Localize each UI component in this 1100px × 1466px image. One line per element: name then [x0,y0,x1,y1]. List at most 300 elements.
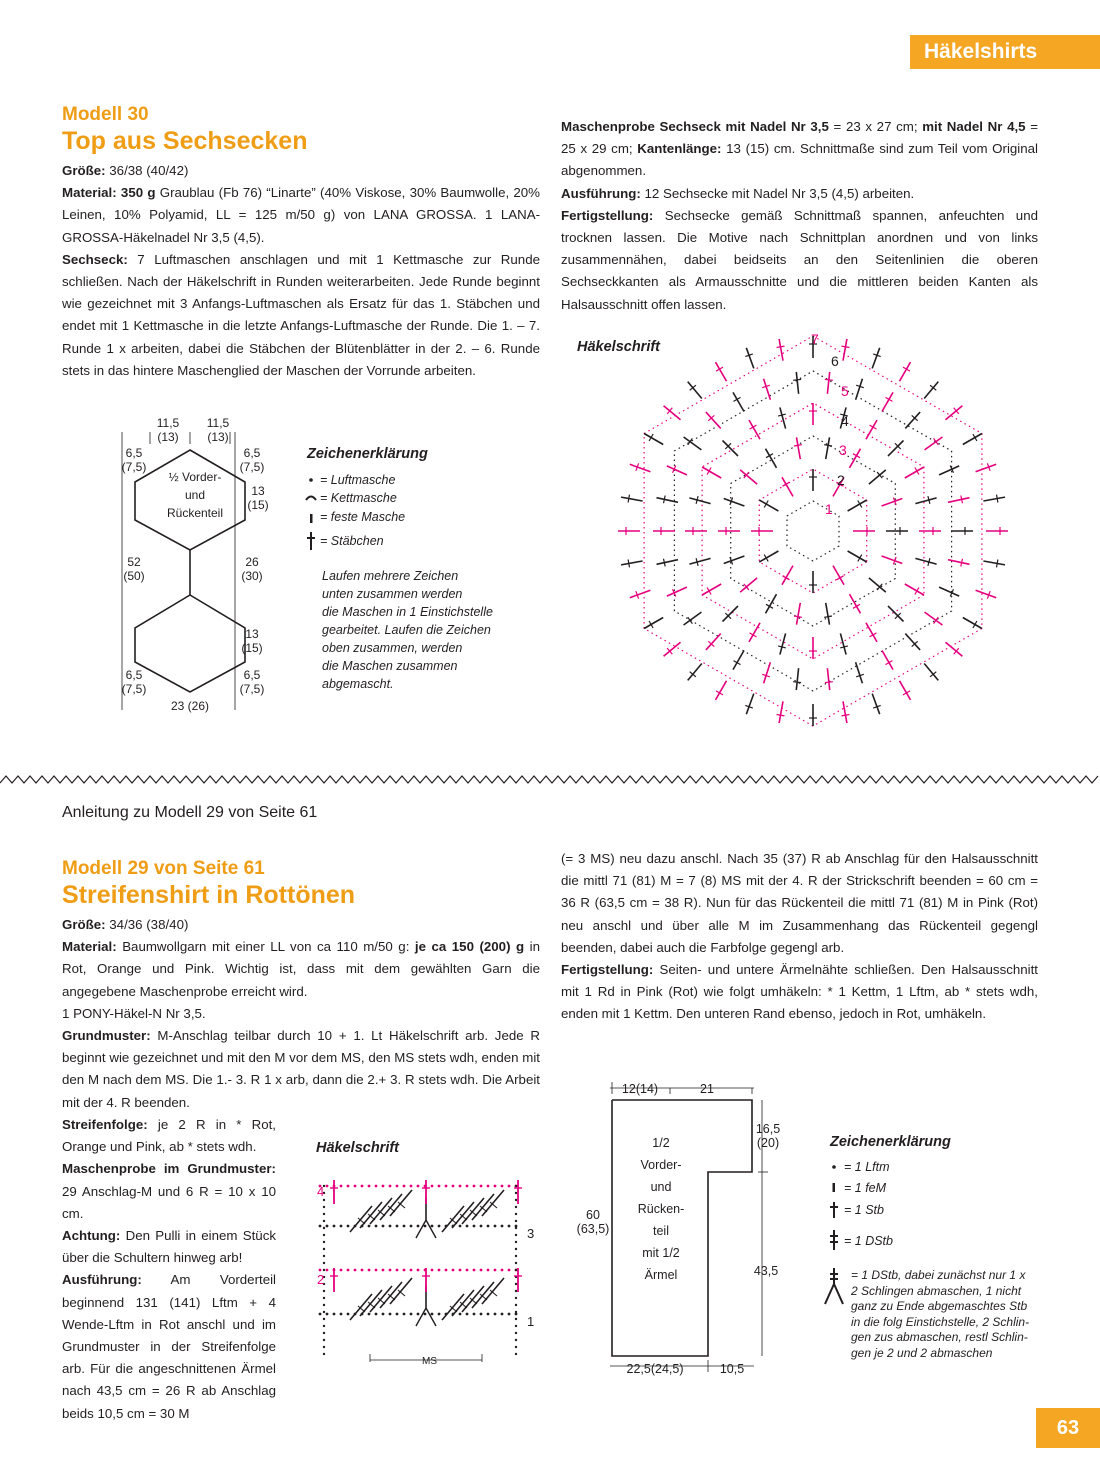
edge-dot [515,1325,517,1327]
stitch-mark [827,668,829,690]
chain-dot [438,1269,441,1272]
dim29-top-right: 21 [700,1082,714,1096]
stitch-mark [796,668,798,690]
stitch-mark [621,561,643,565]
chain-dot [431,1269,434,1272]
chain-dot [361,1185,364,1188]
chain-dot [375,1225,378,1228]
dim-bottom: 23 (26) [170,699,210,713]
stitch-crossbar [961,496,963,504]
stitch-mark [630,590,651,598]
stitch-mark [733,651,744,670]
round-label: 5 [841,383,849,399]
stitch-mark [780,633,786,654]
stitch-mark [716,681,727,700]
stitch-mark [667,587,687,596]
edge-dot [515,1248,517,1250]
legend-note: Laufen mehrere Zeichen unten zusammen werden die Maschen in 1 Einstichstelle gearbeitet. Laufen die Zeichen oben zusammen, werden die Maschen zusammen abgemascht. [322,569,493,691]
stb-mark [442,1206,464,1232]
edge-dot [515,1220,517,1222]
chain-dot [375,1185,378,1188]
chain-dot [487,1313,490,1316]
model30-text-right: Maschenprobe Sechseck mit Nadel Nr 3,5 = 23 x 27 cm; mit Nadel Nr 4,5 = 25 x 29 cm; Kantenlänge: 13 (15) cm. Schnittmaße sind zum Teil vom Original abgenommen. Ausführung: 12 Sechsecke mit Nadel Nr 3,5 (4,5) arbeiten. Fertigstellung: Sechsecke gemäß Schnittmaß spannen, anfeuchten und trocknen lassen. Die Motive nach Schnittplan anordnen und von links zusammennähen, dabei beidseits an den Seitenlinien die oberen Sechseckkanten als Armausschnitte und die mittleren beiden Kanten als Halsausschnitt offen lassen. [561,119,1039,312]
stitch-mark [759,500,778,511]
stitch-mark [905,584,924,595]
edge-dot [515,1346,517,1348]
chain-dot [382,1185,385,1188]
model30-title: Top aus Sechsecken [62,127,308,155]
edge-dot [515,1255,517,1257]
stitch-mark [630,464,651,472]
chain-dot [459,1225,462,1228]
chain-dot [340,1185,343,1188]
edge-dot [515,1241,517,1243]
edge-dot [323,1332,325,1334]
round-label: 4 [841,413,849,429]
stb-mark [452,1202,474,1228]
chain-dot [326,1313,329,1316]
ms-label: MS [422,1356,437,1367]
stitch-mark [866,420,877,439]
chain-dot [431,1185,434,1188]
chain-dot [410,1225,413,1228]
edge-dot [323,1311,325,1313]
stitch-crossbar [824,445,832,446]
dim-bottom-right: 6,5 (7,5) [239,668,265,696]
model30-kicker: Modell 30 [62,104,149,125]
stitch-mark [796,372,798,394]
round-label: 1 [825,501,833,517]
dim29-left: 60 (63,5) [576,1208,610,1236]
chain-dot [326,1185,329,1188]
dim-upper-left: 6,5 (7,5) [121,446,147,474]
chain-dot [466,1313,469,1316]
cluster-leg [426,1220,436,1238]
section-heading: Anleitung zu Modell 29 von Seite 61 [62,804,318,821]
chain-dot [368,1269,371,1272]
legend-title: Zeichenerklärung [307,446,428,462]
stb-mark [452,1290,474,1316]
model29-text-right: (= 3 MS) neu dazu anschl. Nach 35 (37) R ab Anschlag für den Halsausschnitt die mittl 71 (81) M = 7 (8) MS mit der 4. R der Strickschrift beenden = 60 cm = 36 R (63,5 cm = 38 R). Nun für das Rückenteil die mittl 71 (81) M in Pink (Rot) neu anschl und über alle M im Zusammenhang das Rückenteil gegengl beenden, dabei auch die Farbfolge gegengl arb. Fertigstellung: Seiten- und untere Ärmelnähte schließen. Den Halsausschnitt mit 1 Rd in Pink (Rot) wie folgt umhäkeln: * 1 Kettm, 1 Lftm, ab * stets wdh, enden mit 1 Kettm. Den unteren Rand ebenso, jedoch in Rot, umhäkeln. [561,851,1038,1022]
chain-dot [361,1269,364,1272]
chain-dot [396,1269,399,1272]
model29-text-left-narrow: Streifenfolge: je 2 R in * Rot, Orange und Pink, ab * stets wdh. Maschenprobe im Grundmuster: 29 Anschlag-M und 6 R = 10 x 10 cm. Achtung: Den Pulli in einem Stück über die Schultern hinweg arb! Ausführung: Am Vorderteil beginnend 131 (141) Lftm + 4 Wende-Lftm in Rot anschl und im Grundmuster in der Streifenfolge arb. Für die angeschnittenen Ärmel nach 43,5 cm = 26 R ab Anschlag beids 10,5 cm = 30 M [62,1117,276,1421]
stitch-crossbar [825,379,833,380]
stitch-mark [716,362,727,381]
dim29-top-left: 12(14) [621,1082,659,1096]
chain-dot [347,1225,350,1228]
stitch-mark [848,500,867,511]
chain-dot [501,1225,504,1228]
model30-text-left: Größe: 36/38 (40/42) Material: 350 g Graublau (Fb 76) “Linarte” (40% Viskose, 30% Baumwolle, 20% Leinen, 10% Polyamid, LL = 125 m/50 g) von LANA GROSSA. 1 LANA-GROSSA-Häkelnadel Nr 3,5 (4,5). Sechseck: 7 Luftmaschen anschlagen und mit 1 Kettmasche zur Runde schließen. Nach der Häkelschrift in Runden weiterarbeiten. Jede Runde beginnt wie gezeichnet mit 3 Anfangs-Luftmaschen als Ersatz für das 1. Stäbchen und endet mit 1 Kettmasche in die letzte Anfangs-Luftmasche der Runde. Die 1. – 7. Runde 1 x arbeiten, dabei die Stäbchen der Blütenblätter in der 2. – 6. Runde stets in das hintere Maschenglied der Maschen der Vorrunde arbeiten. [62,163,541,378]
stitch-mark [782,477,793,496]
chain-dot [382,1313,385,1316]
dim-side-right: 13 (15) [247,484,269,512]
chain-dot [459,1269,462,1272]
stitch-mark [826,437,830,459]
luftmasche-icon [309,478,313,482]
chain-dot [445,1185,448,1188]
chain-dot [375,1313,378,1316]
dim-top-right: 11,5 (13) [206,416,230,444]
stitch-crossbar [824,616,832,617]
edge-dot [323,1290,325,1292]
chain-dot [403,1269,406,1272]
stripe-crochet-chart [310,1162,550,1372]
stitch-crossbar [794,616,802,617]
round-label: 3 [839,442,847,458]
row-label-1: 1 [527,1314,535,1329]
chain-dot [438,1225,441,1228]
round-label: 7 [811,331,819,347]
stitch-mark [827,372,829,394]
chain-dot [319,1313,322,1316]
dstb-cluster-icon [825,1268,843,1304]
stitch-crossbar [842,346,850,347]
zigzag-divider [0,774,1100,786]
chain-dot [494,1269,497,1272]
chain-dot [340,1225,343,1228]
chain-dot [501,1313,504,1316]
edge-dot [323,1262,325,1264]
row-label-4: 4 [317,1184,325,1199]
chain-dot [326,1269,329,1272]
stitch-mark [689,558,710,564]
dim-lower-right: 13 (15) [241,627,263,655]
stitch-mark [850,449,861,468]
chain-dot [494,1225,497,1228]
chain-dot [396,1313,399,1316]
chain-dot [438,1313,441,1316]
lftm-icon [832,1165,836,1169]
stitch-mark [905,467,924,478]
edge-dot [323,1353,325,1355]
stitch-mark [840,633,846,654]
stitch-mark [856,662,863,683]
stitch-mark [882,556,903,564]
chain-dot [368,1225,371,1228]
model29-text-left-top: Größe: 34/36 (38/40) Material: Baumwollgarn mit einer LL von ca 110 m/50 g: je ca 150 (200) g in Rot, Orange und Pink. Wichtig ist, dass mit dem gewählten Garn die angegebene Maschenprobe erreicht wird. 1 PONY-Häkel-N Nr 3,5. Grundmuster: M-Anschlag teilbar durch 10 + 1. Lt Häkelschrift arb. Jede R beginnt wie gezeichnet und mit den M vor dem MS, den MS stets wdh, enden mit den M nach dem MS. Die 1.- 3. R 1 x arb, dann die 2.+ 3. R stets wdh. Die Arbeit mit der 4. R beenden. [62,917,540,1110]
stitch-mark [759,551,778,562]
chain-dot [466,1269,469,1272]
stitch-mark [848,551,867,562]
stitch-mark [780,407,786,428]
chain-dot [473,1185,476,1188]
stb-mark [462,1198,484,1224]
stitch-crossbar [997,495,998,503]
fem-icon [833,1183,836,1192]
stb-mark [442,1294,464,1320]
stitch-mark [733,392,744,411]
chain-dot [319,1269,322,1272]
edge-dot [515,1290,517,1292]
chain-dot [347,1185,350,1188]
stitch-mark [724,556,745,564]
stitch-mark [702,584,721,595]
stitch-mark [797,603,801,625]
stitch-crossbar [628,495,629,503]
chain-dot [333,1313,336,1316]
edge-dot [515,1297,517,1299]
stitch-mark [724,499,745,507]
staebchen-icon [307,532,315,550]
schnitt29-center-label: 1/2 Vorder- und Rücken- teil mit 1/2 Ärmel [637,1136,685,1282]
chain-dot [431,1225,434,1228]
edge-dot [515,1234,517,1236]
stb-mark [472,1194,494,1220]
chain-dot [445,1269,448,1272]
legend29-symbols [822,1158,846,1318]
stitch-crossbar [842,715,850,716]
chain-dot [326,1225,329,1228]
chain-dot [389,1313,392,1316]
chain-dot [494,1313,497,1316]
chain-dot [319,1225,322,1228]
stb-mark [482,1278,504,1304]
chain-dot [368,1313,371,1316]
stitch-mark [939,466,959,475]
stb-mark [370,1286,392,1312]
stitch-crossbar [688,438,693,445]
dim29-bottom-right: 10,5 [719,1362,745,1376]
edge-dot [515,1199,517,1201]
stb-icon [830,1202,838,1218]
kettmasche-icon [306,497,316,501]
legend-item-feste-masche: = feste Masche [320,510,406,524]
edge-dot [323,1297,325,1299]
legend29-title: Zeichenerklärung [830,1134,951,1150]
chain-dot [466,1225,469,1228]
edge-dot [515,1213,517,1215]
chain-dot [487,1225,490,1228]
stitch-mark [983,497,1005,501]
stitch-crossbar [628,560,629,568]
legend-item-kettmasche: = Kettmasche [320,491,397,505]
schnitt-center-label: ½ Vorder- und Rückenteil [166,470,224,520]
cluster-leg [416,1220,426,1238]
stb-mark [350,1294,372,1320]
stitch-crossbar [793,379,801,380]
legend-symbols [300,470,322,556]
edge-dot [515,1185,517,1187]
stitch-mark [963,434,982,445]
stb-mark [370,1198,392,1224]
dim-left-mid: 52 (50) [123,555,145,583]
edge-dot [323,1241,325,1243]
chain-dot [382,1269,385,1272]
chain-dot [382,1225,385,1228]
feste-masche-icon [310,514,313,523]
chain-dot [410,1185,413,1188]
stitch-mark [797,437,801,459]
legend29-note: = 1 DStb, dabei zunächst nur 1 x 2 Schlingen abmaschen, 1 nicht ganz zu Ende abgemaschtes Stb in die folg Einstichstelle, 2 Schlin- gen zus abmaschen, restl Schlin- gen je 2 und 2 abmaschen [851,1268,1030,1360]
dim-bottom-left: 6,5 (7,5) [121,668,147,696]
edge-dot [515,1192,517,1194]
dim29-right: 43,5 [753,1264,779,1278]
stitch-mark [779,701,783,723]
stitch-mark [915,498,936,504]
edge-dot [515,1262,517,1264]
chain-dot [473,1313,476,1316]
chain-dot [375,1269,378,1272]
chain-dot [368,1185,371,1188]
chain-dot [410,1269,413,1272]
stitch-mark [882,392,893,411]
stitch-mark [621,497,643,501]
chain-dot [452,1185,455,1188]
stitch-mark [702,467,721,478]
stitch-mark [779,339,783,361]
stitch-mark [764,379,771,400]
stitch-mark [882,499,903,507]
edge-dot [323,1206,325,1208]
legend-item-luftmasche: = Luftmasche [320,473,396,487]
hexagon-chart-title: Häkelschrift [577,339,661,355]
edge-dot [515,1269,517,1271]
chain-dot [403,1313,406,1316]
edge-dot [323,1304,325,1306]
chain-dot [480,1313,483,1316]
chain-dot [403,1185,406,1188]
edge-dot [323,1325,325,1327]
stitch-mark [900,362,911,381]
edge-dot [323,1269,325,1271]
stitch-mark [976,590,997,598]
dim-top-left: 11,5 (13) [156,416,180,444]
edge-dot [515,1227,517,1229]
chain-dot [459,1313,462,1316]
chain-dot [396,1185,399,1188]
chain-dot [424,1225,427,1228]
chain-dot [466,1185,469,1188]
edge-dot [515,1318,517,1320]
chain-dot [354,1185,357,1188]
round-label: 2 [837,472,845,488]
edge-dot [515,1339,517,1341]
chain-dot [417,1225,420,1228]
row-label-3: 3 [527,1226,535,1241]
edge-dot [323,1248,325,1250]
chain-dot [480,1225,483,1228]
stitch-mark [667,466,687,475]
edge-dot [515,1332,517,1334]
stb-mark [380,1194,402,1220]
page-number: 63 [1036,1408,1100,1448]
chain-dot [347,1313,350,1316]
stitch-mark [723,606,739,622]
stitch-mark [826,603,830,625]
stitch-mark [644,434,663,445]
section-tab: Häkelshirts [910,35,1100,69]
chain-dot [487,1269,490,1272]
stb-mark [350,1206,372,1232]
chain-dot [389,1225,392,1228]
chain-dot [354,1269,357,1272]
chain-dot [396,1225,399,1228]
stitch-mark [644,618,663,629]
stitch-mark [856,379,863,400]
chain-dot [508,1269,511,1272]
edge-dot [323,1255,325,1257]
stitch-crossbar [934,617,939,624]
dim29-bottom-left: 22,5(24,5) [626,1362,684,1376]
round-label: 6 [831,353,839,369]
stitch-crossbar [777,346,785,347]
chain-dot [417,1185,420,1188]
stitch-mark [782,566,793,585]
chain-dot [480,1269,483,1272]
stitch-mark [872,694,880,715]
chain-dot [501,1185,504,1188]
chain-dot [487,1185,490,1188]
stitch-mark [888,441,904,457]
dim-upper-right: 6,5 (7,5) [239,446,265,474]
hexagon-crochet-chart [575,318,1055,748]
edge-dot [323,1213,325,1215]
stitch-mark [872,348,880,369]
edge-dot [323,1220,325,1222]
chain-dot [473,1269,476,1272]
edge-dot [515,1311,517,1313]
legend29-item-stb: = 1 Stb [844,1203,884,1217]
chain-dot [452,1269,455,1272]
edge-dot [323,1339,325,1341]
stitch-crossbar [664,559,666,567]
stitch-mark [749,420,760,439]
chain-dot [340,1313,343,1316]
stb-mark [360,1290,382,1316]
stitch-mark [882,651,893,670]
stitch-mark [939,587,959,596]
stitch-crossbar [793,682,801,683]
chain-dot [424,1313,427,1316]
chain-dot [459,1185,462,1188]
chain-dot [508,1225,511,1228]
stb-mark [360,1202,382,1228]
dstb-icon [830,1230,838,1250]
stb-mark [390,1190,412,1216]
chain-dot [403,1225,406,1228]
stitch-crossbar [997,560,998,568]
stitch-mark [689,498,710,504]
stitch-crossbar [825,682,833,683]
cluster-leg [426,1308,436,1326]
stripe-chart-title: Häkelschrift [316,1140,400,1156]
stitch-mark [900,681,911,700]
chain-dot [431,1313,434,1316]
chain-dot [438,1185,441,1188]
stitch-mark [657,560,679,565]
stitch-crossbar [777,715,785,716]
edge-dot [515,1304,517,1306]
stitch-crossbar [664,496,666,504]
edge-dot [515,1353,517,1355]
stb-mark [380,1282,402,1308]
edge-dot [323,1318,325,1320]
edge-dot [515,1206,517,1208]
chain-dot [417,1313,420,1316]
stitch-mark [963,618,982,629]
legend29-item-fem: = 1 feM [844,1181,887,1195]
stitch-mark [915,558,936,564]
chain-dot [508,1313,511,1316]
edge-dot [323,1199,325,1201]
row-label-2: 2 [317,1272,325,1287]
legend29-item-dstb: = 1 DStb [844,1234,893,1248]
chain-dot [340,1269,343,1272]
stitch-mark [764,662,771,683]
stb-mark [482,1190,504,1216]
